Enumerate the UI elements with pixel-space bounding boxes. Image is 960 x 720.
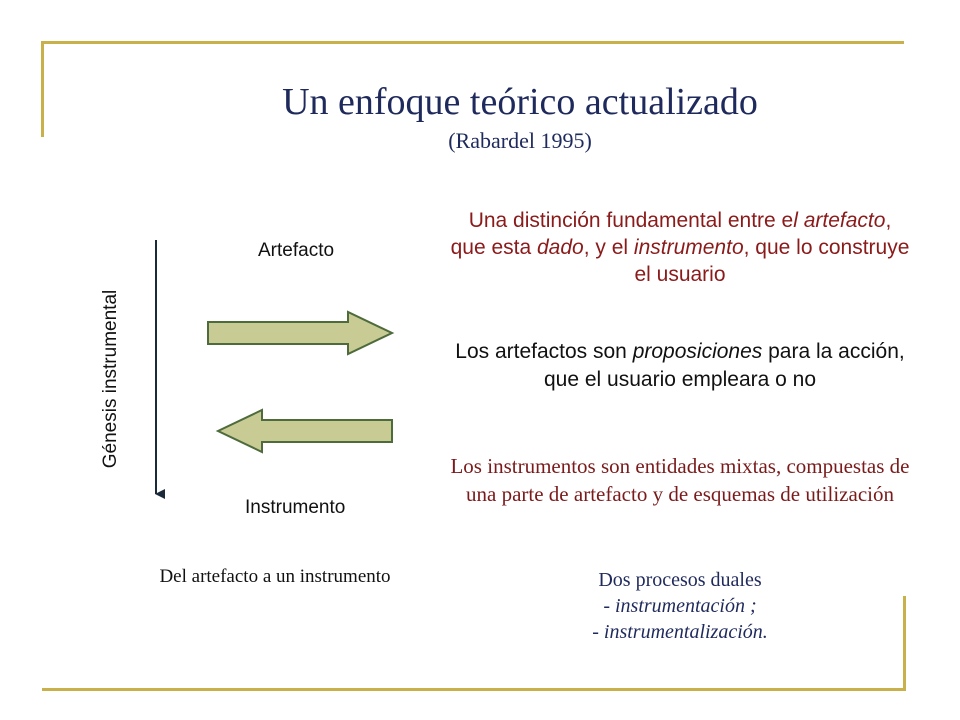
text-span-italic: l artefacto xyxy=(793,209,886,232)
text-span: , y el xyxy=(583,236,634,259)
artefacts-paragraph xyxy=(450,338,910,394)
instrumentacion-text: instrumentación ; xyxy=(615,595,757,617)
genesis-vertical-label: Génesis instrumental xyxy=(100,289,121,469)
text-span: , que esta xyxy=(450,209,892,259)
text-span-italic: proposiciones xyxy=(632,340,763,363)
left-arrow-icon xyxy=(218,410,392,452)
text-span: Una distinción fundamental entre e xyxy=(468,209,794,232)
dual-processes-heading: Dos procesos duales xyxy=(598,569,762,591)
instrumentalizacion-text: instrumentalización. xyxy=(603,621,768,643)
text-span: , que lo construye el usuario xyxy=(634,236,910,286)
dual-process-item xyxy=(450,593,910,619)
dash: - xyxy=(603,595,615,617)
artefacto-label: Artefacto xyxy=(258,240,335,261)
instrumento-label: Instrumento xyxy=(245,497,346,518)
dual-processes-block xyxy=(450,567,910,645)
text-span: para la acción, que el usuario empleara o no xyxy=(543,340,905,391)
slide-title: Un enfoque teórico actualizado xyxy=(282,81,758,123)
distinction-paragraph xyxy=(450,207,910,288)
text-span: Los artefactos son xyxy=(455,340,633,363)
instruments-paragraph: Los instrumentos son entidades mixtas, compuestas de una parte de artefacto y de esquemas de utilización xyxy=(450,454,910,506)
diagram-caption: Del artefacto a un instrumento xyxy=(159,566,391,587)
right-arrow-icon xyxy=(208,312,392,354)
dash: - xyxy=(592,621,604,643)
dual-process-item xyxy=(450,619,910,645)
text-span-italic: instrumento xyxy=(633,236,744,259)
slide-subtitle: (Rabardel 1995) xyxy=(448,128,592,153)
text-span-italic: dado xyxy=(537,236,584,259)
